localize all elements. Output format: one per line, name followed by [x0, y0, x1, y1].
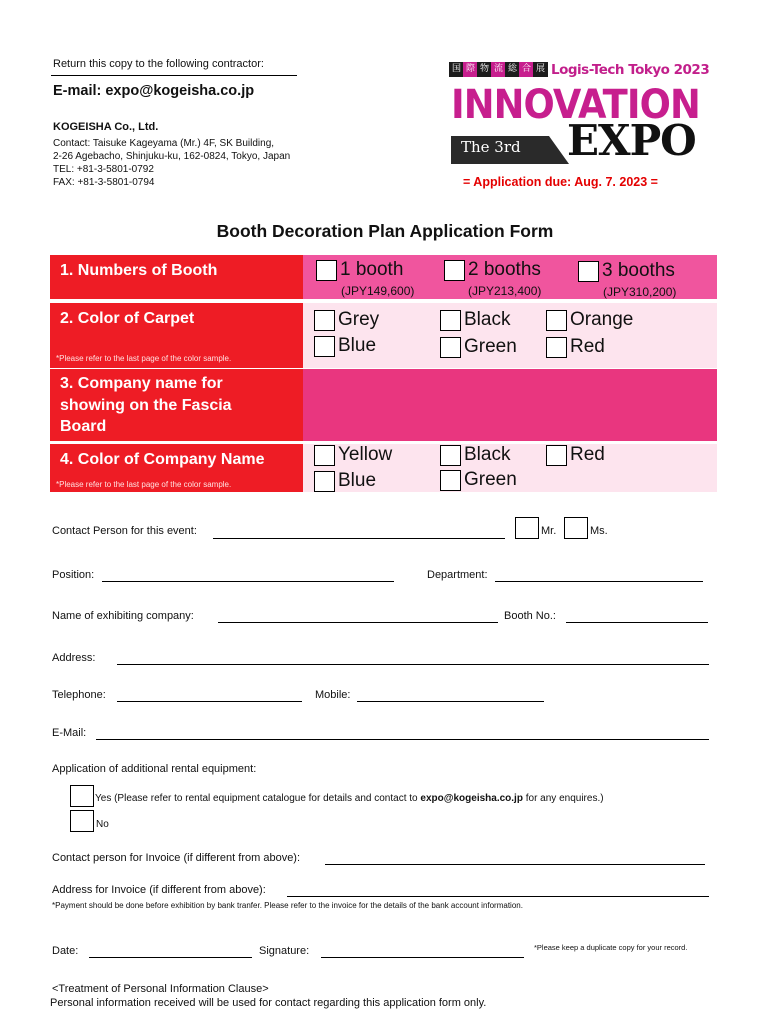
option-2-booths[interactable] [444, 259, 541, 281]
date-field[interactable] [89, 957, 252, 958]
checkbox[interactable] [314, 310, 335, 331]
label-color-of-company-name [50, 444, 303, 492]
name-color-options [303, 444, 717, 492]
email-label: E-Mail: [52, 727, 87, 739]
option-black[interactable] [440, 309, 510, 331]
checkbox[interactable] [578, 261, 599, 282]
address-line: FAX: +81-3-5801-0794 [53, 177, 155, 188]
checkbox[interactable] [314, 471, 335, 492]
checkbox[interactable] [444, 260, 465, 281]
logo-cube: 流 [491, 62, 506, 77]
email-field[interactable] [96, 739, 709, 740]
option-1-booth[interactable] [316, 259, 403, 281]
booth-no-label: Booth No.: [504, 610, 556, 622]
application-due: = Application due: Aug. 7. 2023 = [463, 175, 658, 189]
mobile-field[interactable] [357, 701, 544, 702]
label-company-name-fascia [50, 369, 303, 441]
signature-label: Signature: [259, 945, 310, 957]
invoice-address-field[interactable] [287, 896, 709, 897]
fascia-name-input[interactable] [303, 369, 717, 441]
logo-edition: The 3rd [461, 138, 521, 156]
yes-option-text [95, 793, 604, 804]
mr-checkbox[interactable] [515, 517, 539, 539]
invoice-contact-label: Contact person for Invoice (if different from above): [52, 852, 301, 864]
option-label: Red [570, 336, 605, 357]
option-blue[interactable] [314, 335, 376, 357]
expo-logo [449, 60, 714, 168]
return-label: Return this copy to the following contractor: [53, 58, 264, 70]
option-label: Red [570, 444, 605, 465]
enquiry-email: expo@kogeisha.co.jp [420, 793, 523, 804]
rental-label: Application of additional rental equipment: [52, 763, 257, 775]
label-text: 4. Color of Company Name [60, 451, 265, 468]
checkbox[interactable] [314, 336, 335, 357]
option-grey[interactable] [314, 309, 379, 331]
option-label: Black [464, 444, 511, 465]
exhibitor-field[interactable] [218, 622, 498, 623]
ms-checkbox[interactable] [564, 517, 588, 539]
option-label: Green [464, 469, 517, 490]
clause-title: <Treatment of Personal Information Clause> [52, 983, 269, 995]
contractor-email: E-mail: expo@kogeisha.co.jp [53, 83, 255, 99]
logo-expo: EXPO [567, 116, 696, 165]
option-red[interactable] [546, 336, 605, 358]
checkbox[interactable] [440, 445, 461, 466]
department-field[interactable] [495, 581, 703, 582]
option-blue[interactable] [314, 470, 376, 492]
duplicate-note: *Please keep a duplicate copy for your record. [534, 943, 688, 952]
address-line: TEL: +81-3-5801-0792 [53, 164, 154, 175]
label-text: Board [60, 418, 107, 435]
logo-cube: 展 [533, 62, 548, 77]
position-label: Position: [52, 569, 95, 581]
option-orange[interactable] [546, 309, 633, 331]
yes-text-suffix: for any enquires.) [525, 793, 604, 804]
ms-label: Ms. [590, 525, 608, 537]
exhibitor-label: Name of exhibiting company: [52, 610, 194, 622]
label-color-of-carpet [50, 303, 303, 368]
divider [51, 75, 297, 76]
logo-cube: 際 [463, 62, 478, 77]
option-label: 2 booths [468, 259, 541, 280]
price-3-booths: (JPY310,200) [603, 285, 677, 299]
no-option-text: No [96, 819, 109, 830]
label-text: 3. Company name for [60, 375, 223, 392]
option-3-booths[interactable] [578, 260, 675, 282]
form-title: Booth Decoration Plan Application Form [216, 221, 554, 241]
price-2-booths: (JPY213,400) [468, 284, 542, 298]
label-numbers-of-booth [50, 255, 303, 299]
carpet-options [303, 303, 717, 368]
checkbox[interactable] [440, 310, 461, 331]
color-sample-note: *Please refer to the last page of the color sample. [56, 354, 232, 363]
label-text: 2. Color of Carpet [60, 310, 195, 327]
address-line: 2-26 Agebacho, Shinjuku-ku, 162-0824, Tokyo, Japan [53, 151, 291, 162]
option-label: Blue [338, 335, 377, 356]
option-red[interactable] [546, 444, 605, 466]
option-label: Blue [338, 470, 377, 491]
logo-cube: 物 [477, 62, 492, 77]
address-line: Contact: Taisuke Kageyama (Mr.) 4F, SK Building, [53, 138, 275, 149]
option-label: Green [464, 336, 517, 357]
logo-cube: 国 [449, 62, 464, 77]
signature-field[interactable] [321, 957, 524, 958]
mobile-label: Mobile: [315, 689, 351, 701]
invoice-address-label: Address for Invoice (if different from above): [52, 884, 266, 896]
option-label: 1 booth [340, 259, 404, 280]
logo-subtitle: Logis-Tech Tokyo 2023 [551, 62, 710, 78]
logo-innovation: INNOVATION [451, 82, 700, 128]
contact-person-field[interactable] [213, 538, 505, 539]
contractor-company: KOGEISHA Co., Ltd. [53, 121, 159, 133]
yes-text: Yes (Please refer to rental equipment catalogue for details and contact to [95, 793, 418, 804]
label-text: showing on the Fascia [60, 397, 232, 414]
option-label: Black [464, 309, 511, 330]
checkbox[interactable] [440, 337, 461, 358]
telephone-field[interactable] [117, 701, 302, 702]
color-sample-note: *Please refer to the last page of the color sample. [56, 480, 232, 489]
option-yellow[interactable] [314, 444, 392, 466]
price-1-booth: (JPY149,600) [341, 284, 415, 298]
label-text: 1. Numbers of Booth [60, 262, 218, 279]
option-label: 3 booths [602, 260, 675, 281]
logo-cube: 合 [519, 62, 534, 77]
option-green[interactable] [440, 336, 517, 358]
option-black[interactable] [440, 444, 510, 466]
checkbox[interactable] [546, 310, 567, 331]
address-label: Address: [52, 652, 96, 664]
contact-person-label: Contact Person for this event: [52, 525, 197, 537]
booth-no-field[interactable] [566, 622, 708, 623]
option-label: Grey [338, 309, 380, 330]
checkbox[interactable] [314, 445, 335, 466]
booth-options [303, 255, 717, 299]
option-label: Yellow [338, 444, 393, 465]
no-checkbox[interactable] [70, 810, 94, 832]
checkbox[interactable] [440, 470, 461, 491]
option-label: Orange [570, 309, 634, 330]
checkbox[interactable] [546, 445, 567, 466]
payment-note: *Payment should be done before exhibition by bank tranfer. Please refer to the invoice for the details of the bank account information. [52, 901, 523, 910]
checkbox[interactable] [316, 260, 337, 281]
department-label: Department: [427, 569, 488, 581]
mr-label: Mr. [541, 525, 557, 537]
checkbox[interactable] [546, 337, 567, 358]
clause-text: Personal information received will be used for contact regarding this application form only. [50, 997, 487, 1009]
logo-cube: 総 [505, 62, 520, 77]
invoice-contact-field[interactable] [325, 864, 705, 865]
yes-checkbox[interactable] [70, 785, 94, 807]
date-label: Date: [52, 945, 79, 957]
option-green[interactable] [440, 469, 517, 491]
address-field[interactable] [117, 664, 709, 665]
telephone-label: Telephone: [52, 689, 106, 701]
position-field[interactable] [102, 581, 394, 582]
